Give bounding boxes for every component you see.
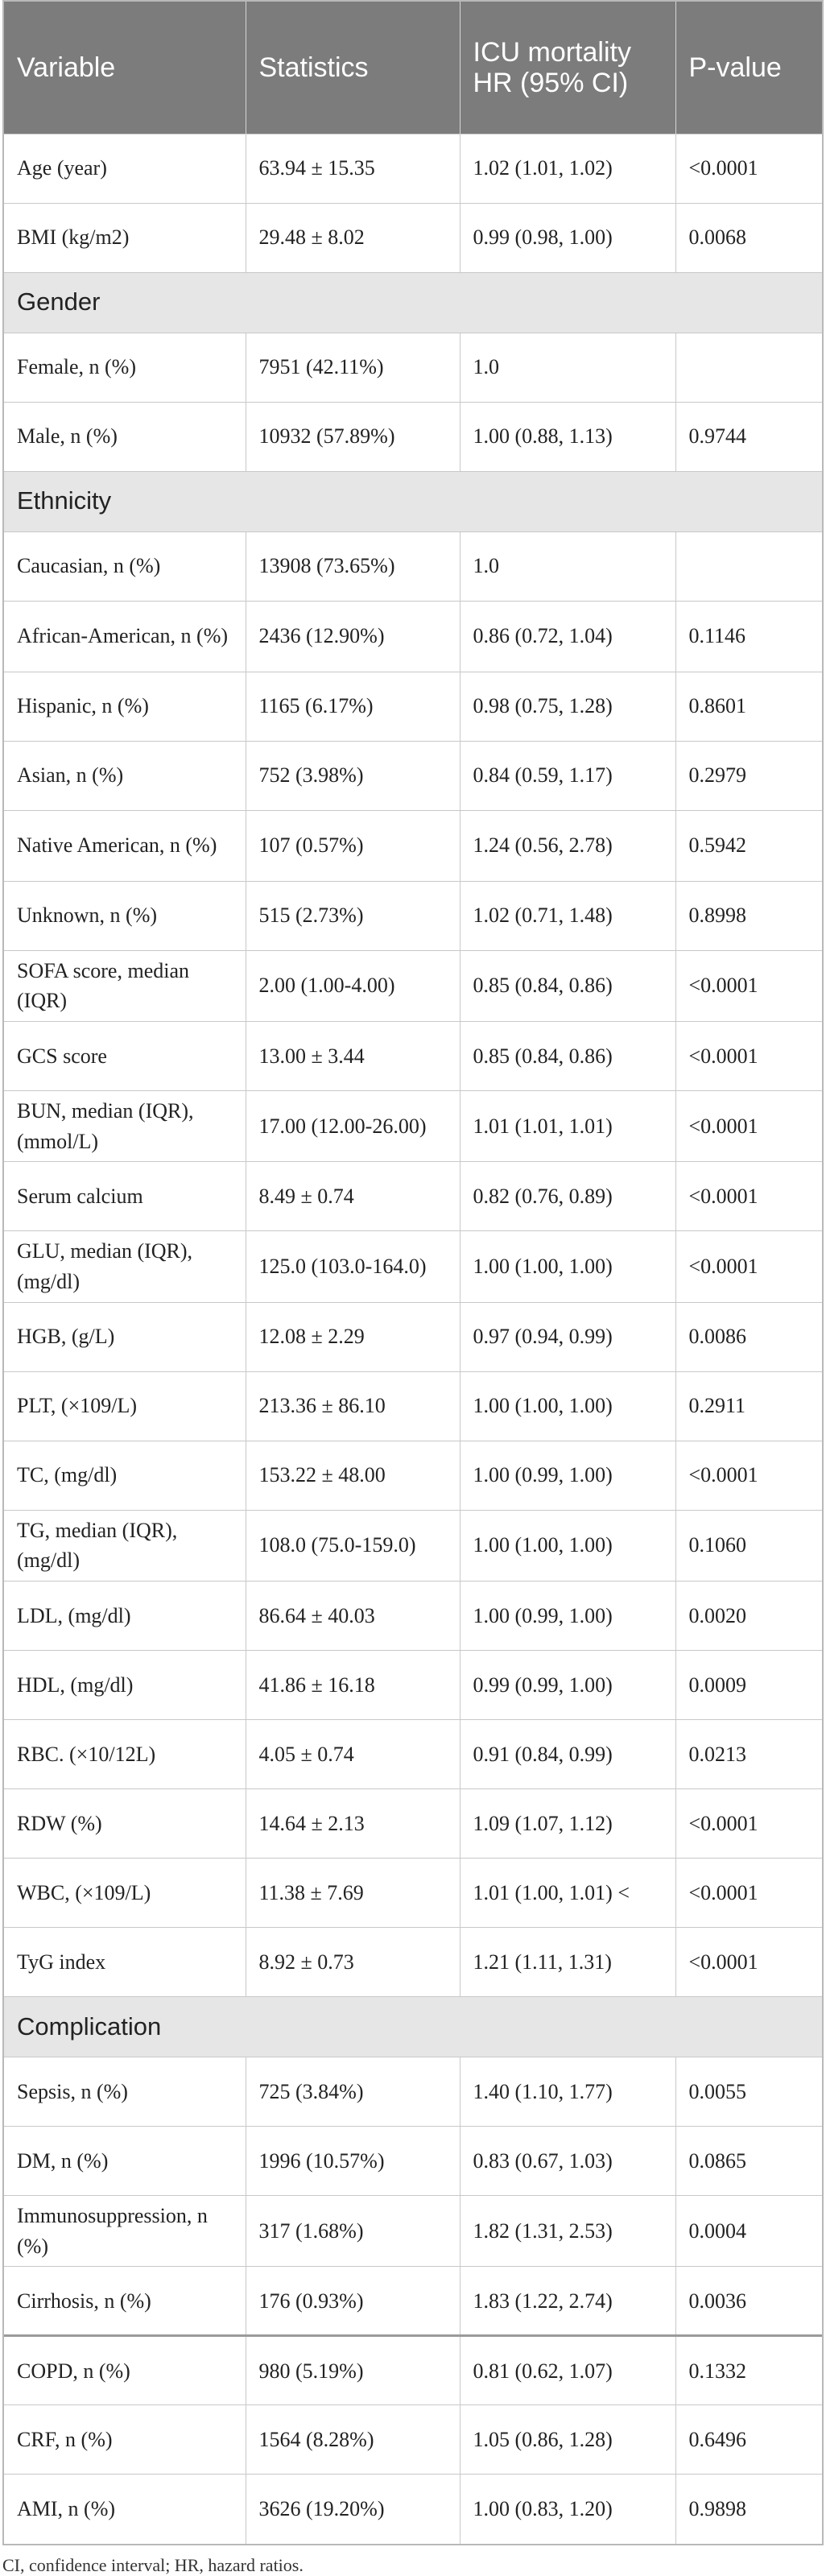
- section-label: Gender: [4, 272, 822, 333]
- cell-statistics: 11.38 ± 7.69: [246, 1859, 460, 1928]
- cell-hr: 1.00 (1.00, 1.00): [460, 1510, 675, 1581]
- cell-statistics: 980 (5.19%): [246, 2336, 460, 2405]
- table-row: [4, 1651, 822, 1720]
- cell-variable: Female, n (%): [4, 333, 246, 402]
- cell-statistics: 1564 (8.28%): [246, 2405, 460, 2475]
- cell-p-value: <0.0001: [675, 134, 822, 203]
- cell-variable: Unknown, n (%): [4, 881, 246, 950]
- cell-p-value: <0.0001: [675, 1859, 822, 1928]
- cell-statistics: 125.0 (103.0-164.0): [246, 1231, 460, 1302]
- cell-p-value: <0.0001: [675, 1928, 822, 1997]
- cell-p-value: 0.0086: [675, 1302, 822, 1371]
- cell-hr: 1.02 (1.01, 1.02): [460, 134, 675, 203]
- cell-p-value: <0.0001: [675, 1441, 822, 1510]
- cell-hr: 0.91 (0.84, 0.99): [460, 1720, 675, 1789]
- results-table-container: [2, 0, 824, 2545]
- cell-hr: 1.0: [460, 531, 675, 601]
- cell-hr: 1.01 (1.00, 1.01) <: [460, 1859, 675, 1928]
- cell-statistics: 63.94 ± 15.35: [246, 134, 460, 203]
- cell-statistics: 3626 (19.20%): [246, 2475, 460, 2544]
- cell-hr: 1.0: [460, 333, 675, 402]
- table-row: [4, 1510, 822, 1581]
- cell-variable: BUN, median (IQR), (mmol/L): [4, 1090, 246, 1161]
- table-header-row: [4, 2, 822, 134]
- cell-p-value: 0.0068: [675, 203, 822, 272]
- cell-statistics: 213.36 ± 86.10: [246, 1371, 460, 1441]
- table-row: [4, 1021, 822, 1090]
- cell-variable: Hispanic, n (%): [4, 672, 246, 741]
- header-variable: Variable: [4, 2, 246, 134]
- cell-p-value: 0.2979: [675, 741, 822, 810]
- cell-hr: 1.83 (1.22, 2.74): [460, 2267, 675, 2336]
- cell-statistics: 515 (2.73%): [246, 881, 460, 950]
- table-row: [4, 1162, 822, 1231]
- header-hr: ICU mortality HR (95% CI): [460, 2, 675, 134]
- table-row: [4, 2336, 822, 2405]
- cell-hr: 1.00 (0.99, 1.00): [460, 1441, 675, 1510]
- cell-statistics: 41.86 ± 16.18: [246, 1651, 460, 1720]
- cell-hr: 0.84 (0.59, 1.17): [460, 741, 675, 810]
- section-label: Ethnicity: [4, 471, 822, 531]
- table-row: [4, 672, 822, 741]
- table-row: [4, 333, 822, 402]
- table-row: [4, 741, 822, 810]
- cell-p-value: <0.0001: [675, 1090, 822, 1161]
- cell-statistics: 86.64 ± 40.03: [246, 1582, 460, 1651]
- table-row: [4, 134, 822, 203]
- cell-statistics: 1996 (10.57%): [246, 2127, 460, 2196]
- cell-variable: GLU, median (IQR), (mg/dl): [4, 1231, 246, 1302]
- table-row: [4, 881, 822, 950]
- cell-p-value: 0.8601: [675, 672, 822, 741]
- cell-variable: SOFA score, median (IQR): [4, 950, 246, 1021]
- cell-p-value: [675, 531, 822, 601]
- table-row: [4, 1859, 822, 1928]
- cell-hr: 1.09 (1.07, 1.12): [460, 1789, 675, 1859]
- cell-statistics: 2.00 (1.00-4.00): [246, 950, 460, 1021]
- table-section-row: [4, 1997, 822, 2057]
- cell-statistics: 13.00 ± 3.44: [246, 1021, 460, 1090]
- cell-variable: Asian, n (%): [4, 741, 246, 810]
- cell-p-value: 0.0004: [675, 2196, 822, 2267]
- cell-p-value: 0.2911: [675, 1371, 822, 1441]
- cell-variable: Male, n (%): [4, 402, 246, 471]
- cell-statistics: 4.05 ± 0.74: [246, 1720, 460, 1789]
- cell-hr: 0.98 (0.75, 1.28): [460, 672, 675, 741]
- cell-p-value: 0.0020: [675, 1582, 822, 1651]
- table-row: [4, 810, 822, 881]
- cell-variable: BMI (kg/m2): [4, 203, 246, 272]
- cell-variable: Cirrhosis, n (%): [4, 2267, 246, 2336]
- cell-p-value: 0.0213: [675, 1720, 822, 1789]
- cell-variable: COPD, n (%): [4, 2336, 246, 2405]
- cell-variable: DM, n (%): [4, 2127, 246, 2196]
- cell-variable: RDW (%): [4, 1789, 246, 1859]
- table-row: [4, 1720, 822, 1789]
- cell-variable: HGB, (g/L): [4, 1302, 246, 1371]
- cell-statistics: 7951 (42.11%): [246, 333, 460, 402]
- table-section-row: [4, 272, 822, 333]
- table-row: [4, 2405, 822, 2475]
- table-row: [4, 950, 822, 1021]
- table-row: [4, 203, 822, 272]
- table-body: [4, 134, 822, 2544]
- cell-hr: 0.81 (0.62, 1.07): [460, 2336, 675, 2405]
- table-row: [4, 1090, 822, 1161]
- cell-statistics: 725 (3.84%): [246, 2057, 460, 2127]
- cell-variable: GCS score: [4, 1021, 246, 1090]
- header-statistics: Statistics: [246, 2, 460, 134]
- cell-p-value: 0.0009: [675, 1651, 822, 1720]
- cell-p-value: 0.1332: [675, 2336, 822, 2405]
- cell-hr: 1.00 (1.00, 1.00): [460, 1231, 675, 1302]
- cell-hr: 1.82 (1.31, 2.53): [460, 2196, 675, 2267]
- header-p-value: P-value: [675, 2, 822, 134]
- cell-p-value: 0.0036: [675, 2267, 822, 2336]
- cell-variable: PLT, (×109/L): [4, 1371, 246, 1441]
- cell-variable: TG, median (IQR), (mg/dl): [4, 1510, 246, 1581]
- cell-hr: 1.02 (0.71, 1.48): [460, 881, 675, 950]
- cell-p-value: 0.0055: [675, 2057, 822, 2127]
- cell-variable: HDL, (mg/dl): [4, 1651, 246, 1720]
- cell-p-value: <0.0001: [675, 1021, 822, 1090]
- cell-hr: 1.05 (0.86, 1.28): [460, 2405, 675, 2475]
- cell-hr: 1.00 (1.00, 1.00): [460, 1371, 675, 1441]
- cell-p-value: <0.0001: [675, 1789, 822, 1859]
- cell-statistics: 317 (1.68%): [246, 2196, 460, 2267]
- table-row: [4, 402, 822, 471]
- cell-statistics: 8.92 ± 0.73: [246, 1928, 460, 1997]
- table-row: [4, 1789, 822, 1859]
- table-row: [4, 601, 822, 672]
- cell-p-value: 0.9744: [675, 402, 822, 471]
- cell-statistics: 29.48 ± 8.02: [246, 203, 460, 272]
- cell-hr: 0.86 (0.72, 1.04): [460, 601, 675, 672]
- cell-statistics: 153.22 ± 48.00: [246, 1441, 460, 1510]
- cell-hr: 0.83 (0.67, 1.03): [460, 2127, 675, 2196]
- cell-p-value: 0.1146: [675, 601, 822, 672]
- cell-statistics: 17.00 (12.00-26.00): [246, 1090, 460, 1161]
- table-row: [4, 1582, 822, 1651]
- table-row: [4, 2475, 822, 2544]
- cell-p-value: 0.9898: [675, 2475, 822, 2544]
- cell-hr: 1.24 (0.56, 2.78): [460, 810, 675, 881]
- table-row: [4, 1928, 822, 1997]
- cell-variable: Sepsis, n (%): [4, 2057, 246, 2127]
- cell-statistics: 108.0 (75.0-159.0): [246, 1510, 460, 1581]
- cell-variable: CRF, n (%): [4, 2405, 246, 2475]
- cell-variable: Native American, n (%): [4, 810, 246, 881]
- table-row: [4, 2057, 822, 2127]
- cell-statistics: 2436 (12.90%): [246, 601, 460, 672]
- cell-statistics: 8.49 ± 0.74: [246, 1162, 460, 1231]
- cell-variable: WBC, (×109/L): [4, 1859, 246, 1928]
- cell-hr: 1.21 (1.11, 1.31): [460, 1928, 675, 1997]
- table-row: [4, 2267, 822, 2336]
- table-row: [4, 1302, 822, 1371]
- table-section-row: [4, 471, 822, 531]
- cell-variable: LDL, (mg/dl): [4, 1582, 246, 1651]
- cell-hr: 0.82 (0.76, 0.89): [460, 1162, 675, 1231]
- table-row: [4, 2127, 822, 2196]
- cell-hr: 1.00 (0.88, 1.13): [460, 402, 675, 471]
- cell-hr: 0.99 (0.98, 1.00): [460, 203, 675, 272]
- cell-p-value: 0.5942: [675, 810, 822, 881]
- cell-hr: 0.85 (0.84, 0.86): [460, 1021, 675, 1090]
- cell-variable: TC, (mg/dl): [4, 1441, 246, 1510]
- cell-p-value: <0.0001: [675, 1231, 822, 1302]
- cell-variable: Caucasian, n (%): [4, 531, 246, 601]
- cell-statistics: 10932 (57.89%): [246, 402, 460, 471]
- cell-statistics: 13908 (73.65%): [246, 531, 460, 601]
- table-footnote: CI, confidence interval; HR, hazard ratios.: [2, 2554, 304, 2575]
- cell-variable: African-American, n (%): [4, 601, 246, 672]
- cell-variable: AMI, n (%): [4, 2475, 246, 2544]
- table-row: [4, 1231, 822, 1302]
- cell-p-value: <0.0001: [675, 950, 822, 1021]
- cell-variable: Immunosuppression, n (%): [4, 2196, 246, 2267]
- cell-p-value: 0.8998: [675, 881, 822, 950]
- cell-hr: 1.00 (0.99, 1.00): [460, 1582, 675, 1651]
- table-row: [4, 531, 822, 601]
- cell-statistics: 176 (0.93%): [246, 2267, 460, 2336]
- section-label: Complication: [4, 1997, 822, 2057]
- cell-statistics: 752 (3.98%): [246, 741, 460, 810]
- cell-hr: 0.97 (0.94, 0.99): [460, 1302, 675, 1371]
- cell-hr: 1.40 (1.10, 1.77): [460, 2057, 675, 2127]
- table-row: [4, 1371, 822, 1441]
- cell-statistics: 14.64 ± 2.13: [246, 1789, 460, 1859]
- cell-hr: 0.99 (0.99, 1.00): [460, 1651, 675, 1720]
- cell-variable: Serum calcium: [4, 1162, 246, 1231]
- cell-p-value: 0.0865: [675, 2127, 822, 2196]
- cell-variable: RBC. (×10/12L): [4, 1720, 246, 1789]
- results-table: [4, 2, 822, 2544]
- cell-hr: 1.00 (0.83, 1.20): [460, 2475, 675, 2544]
- cell-p-value: <0.0001: [675, 1162, 822, 1231]
- cell-p-value: [675, 333, 822, 402]
- cell-p-value: 0.6496: [675, 2405, 822, 2475]
- table-row: [4, 1441, 822, 1510]
- cell-statistics: 107 (0.57%): [246, 810, 460, 881]
- cell-hr: 0.85 (0.84, 0.86): [460, 950, 675, 1021]
- cell-statistics: 1165 (6.17%): [246, 672, 460, 741]
- cell-variable: Age (year): [4, 134, 246, 203]
- cell-statistics: 12.08 ± 2.29: [246, 1302, 460, 1371]
- cell-variable: TyG index: [4, 1928, 246, 1997]
- cell-hr: 1.01 (1.01, 1.01): [460, 1090, 675, 1161]
- cell-p-value: 0.1060: [675, 1510, 822, 1581]
- table-row: [4, 2196, 822, 2267]
